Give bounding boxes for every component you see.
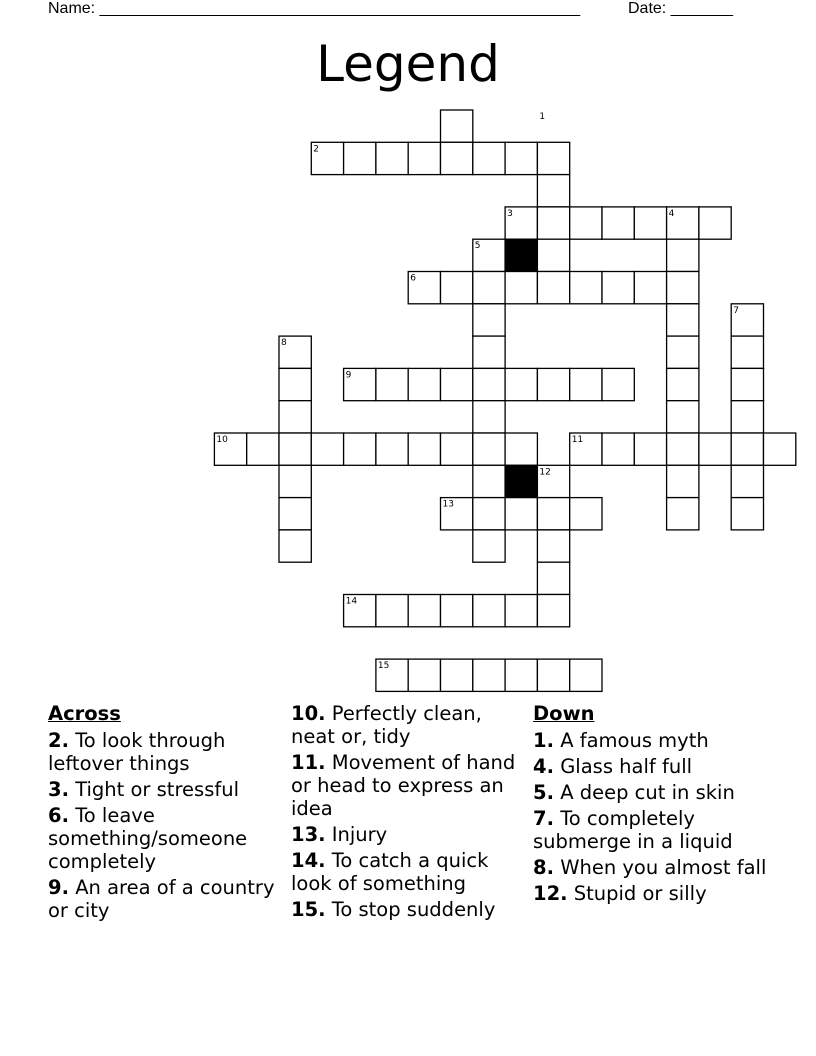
grid-cell[interactable]	[505, 142, 537, 174]
clue-text: To stop suddenly	[331, 898, 496, 921]
clue-text: A deep cut in skin	[560, 781, 735, 804]
grid-cell[interactable]	[408, 433, 440, 465]
cell-number: 8	[281, 338, 287, 349]
clue-number: 3.	[48, 778, 69, 801]
grid-cell[interactable]	[634, 433, 666, 465]
grid-cell[interactable]	[667, 498, 699, 530]
clue-item	[291, 898, 526, 921]
black-square	[505, 239, 537, 271]
grid-cell[interactable]	[570, 368, 602, 400]
grid-cell[interactable]	[537, 530, 569, 562]
grid-cell[interactable]	[731, 401, 763, 433]
cell-number: 13	[442, 499, 454, 510]
clue-item	[291, 702, 526, 748]
clue-text: A famous myth	[560, 729, 709, 752]
cell-number: 9	[345, 370, 352, 381]
grid-cell[interactable]	[279, 401, 311, 433]
grid-cell[interactable]	[505, 368, 537, 400]
grid-cell[interactable]	[667, 401, 699, 433]
grid-cell[interactable]	[667, 368, 699, 400]
down-clues-column	[533, 702, 773, 908]
across-clues-column	[48, 702, 278, 925]
grid-cell[interactable]	[505, 272, 537, 304]
grid-cell[interactable]	[441, 272, 473, 304]
grid-cell[interactable]	[279, 368, 311, 400]
clue-item	[48, 804, 278, 873]
clue-item	[533, 807, 773, 853]
clue-text: Movement of hand or head to express an idea	[291, 751, 516, 820]
grid-cell[interactable]	[344, 142, 376, 174]
grid-cell[interactable]	[731, 498, 763, 530]
clue-text: An area of a country or city	[48, 876, 275, 922]
cell-number: 10	[216, 435, 228, 445]
clue-text: To completely submerge in a liquid	[533, 807, 733, 853]
clue-item	[291, 849, 526, 895]
grid-cell[interactable]	[247, 433, 279, 465]
grid-cell[interactable]	[441, 142, 473, 174]
clue-item	[533, 882, 773, 905]
grid-cell[interactable]	[408, 368, 440, 400]
grid-cell[interactable]	[279, 433, 311, 465]
clue-number: 9.	[48, 876, 69, 899]
grid-cell[interactable]	[602, 207, 634, 239]
clue-number: 11.	[291, 751, 326, 774]
clue-item	[533, 729, 773, 752]
grid-cell[interactable]	[537, 207, 569, 239]
clue-item	[48, 778, 278, 801]
grid-cell[interactable]	[344, 433, 376, 465]
grid-cell[interactable]	[570, 659, 602, 691]
grid-cell[interactable]	[667, 304, 699, 336]
across-heading: Across	[48, 702, 121, 725]
cell-number: 15	[377, 661, 390, 672]
grid-cell[interactable]	[667, 272, 699, 304]
grid-cell[interactable]	[473, 498, 505, 530]
cell-number: 7	[733, 305, 739, 316]
cell-number: 2	[313, 144, 320, 155]
clue-text: To leave something/someone completely	[48, 804, 248, 873]
grid-cell[interactable]	[376, 595, 408, 627]
grid-cell[interactable]	[634, 207, 666, 239]
clue-item	[291, 751, 526, 820]
grid-cell[interactable]	[473, 530, 505, 562]
clue-number: 5.	[533, 781, 554, 804]
clue-number: 12.	[533, 882, 568, 905]
grid-cell[interactable]	[441, 368, 473, 400]
clue-number: 13.	[291, 823, 326, 846]
grid-cell[interactable]	[667, 336, 699, 368]
grid-cell[interactable]	[441, 595, 473, 627]
grid-cell[interactable]	[473, 659, 505, 691]
date-line: Date: _______	[628, 0, 733, 17]
clue-number: 1.	[533, 729, 554, 752]
grid-cell[interactable]	[699, 433, 731, 465]
clue-item	[533, 781, 773, 804]
clue-text: Tight or stressful	[75, 778, 239, 801]
clue-text: Glass half full	[560, 755, 693, 778]
grid-cell[interactable]	[634, 272, 666, 304]
grid-cell[interactable]	[279, 465, 311, 497]
clue-item	[533, 755, 773, 778]
name-line: Name: ______________________________________________________	[48, 0, 581, 17]
grid-cell[interactable]	[731, 465, 763, 497]
grid-cell[interactable]	[279, 498, 311, 530]
clue-text: Perfectly clean, neat or, tidy	[291, 702, 482, 748]
grid-cell[interactable]	[537, 175, 569, 207]
grid-cell[interactable]	[473, 336, 505, 368]
grid-cell[interactable]	[570, 207, 602, 239]
grid-cell[interactable]	[764, 433, 796, 465]
clue-item	[291, 823, 526, 846]
cell-number: 4	[668, 208, 675, 219]
clue-text: Stupid or silly	[573, 882, 707, 905]
grid-cell[interactable]	[505, 498, 537, 530]
down-clue-list	[533, 729, 773, 905]
grid-cell[interactable]	[537, 368, 569, 400]
cell-number: 14	[345, 596, 358, 607]
grid-cell[interactable]	[602, 368, 634, 400]
grid-cell[interactable]	[537, 272, 569, 304]
cell-number: 6	[410, 273, 416, 284]
puzzle-title: Legend	[316, 35, 500, 93]
clue-number: 2.	[48, 729, 69, 752]
grid-cell[interactable]	[505, 659, 537, 691]
grid-cell[interactable]	[473, 433, 505, 465]
clue-item	[48, 729, 278, 775]
clue-item	[48, 876, 278, 922]
cell-number: 1	[539, 112, 546, 122]
grid-cell[interactable]	[376, 433, 408, 465]
grid-cell[interactable]	[311, 433, 343, 465]
grid-cell[interactable]	[667, 433, 699, 465]
grid-cell[interactable]	[473, 368, 505, 400]
clue-text: Injury	[331, 823, 388, 846]
across-clue-list	[48, 729, 278, 922]
cell-number: 5	[474, 241, 481, 252]
grid-cell[interactable]	[473, 401, 505, 433]
clue-text: When you almost fall	[560, 856, 767, 879]
grid-cell[interactable]	[537, 562, 569, 594]
grid-cell[interactable]	[441, 110, 473, 142]
grid-cell[interactable]	[537, 659, 569, 691]
clue-number: 10.	[291, 702, 326, 725]
grid-cell[interactable]	[537, 595, 569, 627]
clue-text: To look through leftover things	[48, 729, 226, 775]
grid-cell[interactable]	[441, 659, 473, 691]
grid-cell[interactable]	[602, 433, 634, 465]
grid-cell[interactable]	[376, 368, 408, 400]
cell-number: 12	[539, 467, 551, 478]
clue-number: 14.	[291, 849, 326, 872]
cell-number: 11	[571, 435, 584, 445]
across-clue-list-continued	[291, 702, 526, 921]
clue-number: 8.	[533, 856, 554, 879]
grid-cell[interactable]	[602, 272, 634, 304]
clue-item	[533, 856, 773, 879]
grid-cell[interactable]	[279, 530, 311, 562]
black-square	[505, 465, 537, 497]
grid-cell[interactable]	[731, 433, 763, 465]
grid-cell[interactable]	[473, 304, 505, 336]
grid-cell[interactable]	[667, 465, 699, 497]
across-clues-column-continued	[291, 702, 526, 924]
grid-cell[interactable]	[473, 142, 505, 174]
clue-number: 4.	[533, 755, 554, 778]
clue-number: 7.	[533, 807, 554, 830]
grid-cell[interactable]	[537, 498, 569, 530]
clue-number: 15.	[291, 898, 326, 921]
grid-cell[interactable]	[441, 433, 473, 465]
grid-cell[interactable]	[505, 595, 537, 627]
grid-cell[interactable]	[473, 272, 505, 304]
grid-cell[interactable]	[376, 142, 408, 174]
grid-cell[interactable]	[537, 142, 569, 174]
grid-cell[interactable]	[408, 595, 440, 627]
clue-number: 6.	[48, 804, 69, 827]
grid-cell[interactable]	[473, 465, 505, 497]
grid-cell[interactable]	[473, 595, 505, 627]
grid-cell[interactable]	[570, 498, 602, 530]
grid-cell[interactable]	[731, 336, 763, 368]
down-heading: Down	[533, 702, 595, 725]
grid-cell[interactable]	[408, 142, 440, 174]
grid-cell[interactable]	[570, 272, 602, 304]
clue-text: To catch a quick look of something	[291, 849, 489, 895]
grid-cell[interactable]	[699, 207, 731, 239]
grid-cell[interactable]	[537, 239, 569, 271]
grid-cell[interactable]	[408, 659, 440, 691]
grid-cell[interactable]	[667, 239, 699, 271]
cell-number: 3	[507, 208, 513, 219]
grid-cell[interactable]	[505, 433, 537, 465]
grid-cell[interactable]	[731, 368, 763, 400]
